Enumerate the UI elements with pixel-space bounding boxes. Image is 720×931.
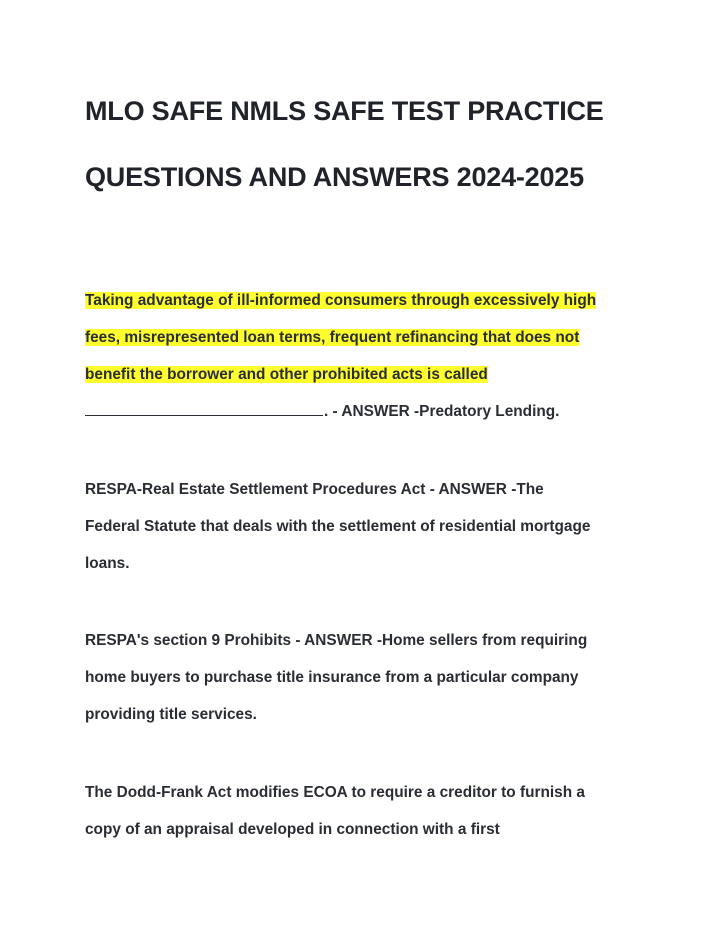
qa-item-respa-section-9 — [85, 622, 645, 733]
highlighted-text: Taking advantage of ill-informed consumers through excessively high — [85, 292, 597, 309]
qa-line: copy of an appraisal developed in connection with a first — [85, 821, 500, 838]
question-line — [85, 356, 645, 393]
qa-line: The Dodd-Frank Act modifies ECOA to require a creditor to furnish a — [85, 784, 585, 801]
answer-line — [85, 393, 645, 430]
title-line: QUESTIONS AND ANSWERS 2024-2025 — [85, 162, 584, 192]
question-line — [85, 319, 645, 356]
qa-line: RESPA's section 9 Prohibits - ANSWER -Home sellers from requiring — [85, 632, 588, 649]
document-title — [85, 78, 685, 210]
qa-line: RESPA-Real Estate Settlement Procedures Act - ANSWER -The — [85, 481, 544, 498]
answer-text: . - ANSWER -Predatory Lending. — [324, 403, 560, 420]
qa-item-predatory-lending — [85, 282, 645, 430]
qa-line: Federal Statute that deals with the settlement of residential mortgage — [85, 518, 591, 535]
highlighted-text: benefit the borrower and other prohibited acts is called — [85, 366, 488, 383]
question-line — [85, 282, 645, 319]
fill-in-blank — [85, 403, 323, 416]
qa-line: home buyers to purchase title insurance from a particular company — [85, 669, 579, 686]
title-line: MLO SAFE NMLS SAFE TEST PRACTICE — [85, 96, 604, 126]
qa-item-respa — [85, 471, 645, 582]
qa-line: loans. — [85, 555, 130, 572]
qa-line: providing title services. — [85, 706, 257, 723]
highlighted-text: fees, misrepresented loan terms, frequent refinancing that does not — [85, 329, 580, 346]
qa-item-dodd-frank — [85, 774, 645, 848]
